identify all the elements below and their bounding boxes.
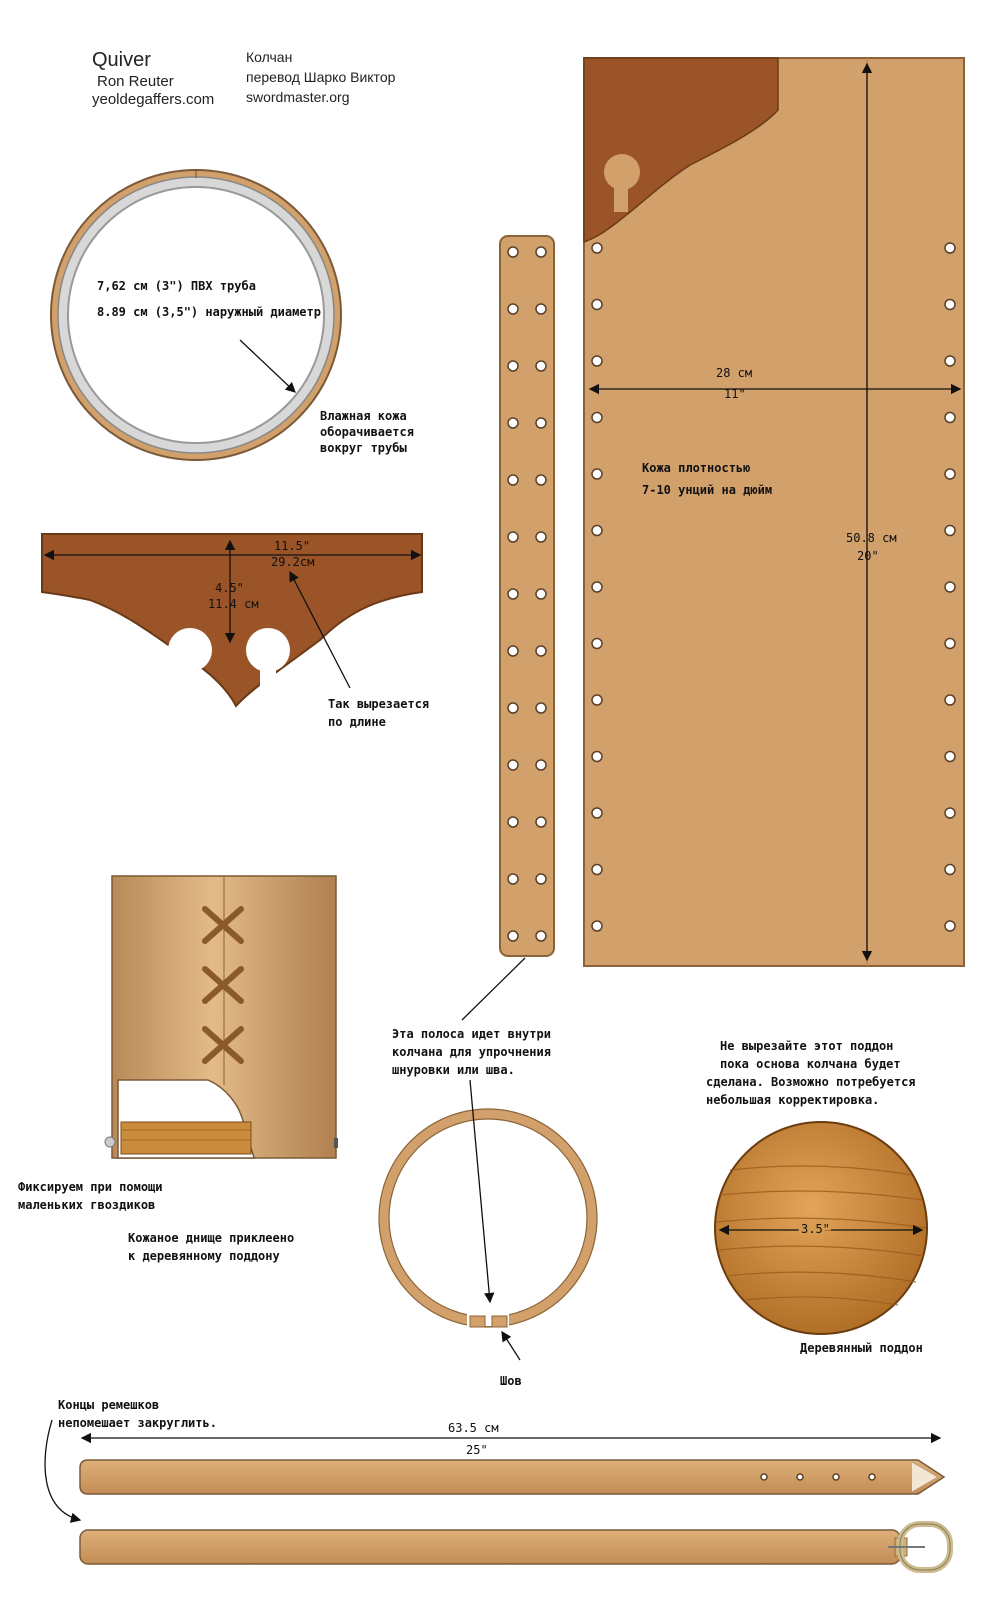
- panel-hole: [945, 526, 955, 536]
- strip-hole: [536, 646, 546, 656]
- panel-hole: [945, 752, 955, 762]
- panel-hole: [945, 921, 955, 931]
- bottom-note1-line1: Фиксируем при помощи: [18, 1180, 163, 1194]
- strip-hole: [536, 874, 546, 884]
- translator: перевод Шарко Виктор: [246, 69, 396, 85]
- panel-hole: [592, 921, 602, 931]
- author: Ron Reuter: [97, 73, 174, 90]
- site-en: yeoldegaffers.com: [92, 91, 215, 108]
- strip-hole: [508, 874, 518, 884]
- strip-arrow: [462, 958, 525, 1020]
- strap-length-cm: 63.5 см: [448, 1421, 499, 1435]
- bottom-note1-line2: маленьких гвоздиков: [18, 1198, 156, 1212]
- panel-hole: [945, 243, 955, 253]
- panel-hole: [592, 469, 602, 479]
- disc-note-4: небольшая корректировка.: [706, 1093, 880, 1107]
- strap-length-in: 25": [466, 1443, 488, 1457]
- strap-bottom: [80, 1524, 950, 1570]
- panel-hole: [945, 582, 955, 592]
- strip-hole: [536, 931, 546, 941]
- strip-hole: [508, 760, 518, 770]
- panel-note-1: Кожа плотностью: [642, 461, 751, 475]
- strap-note-2: непомешает закруглить.: [58, 1416, 217, 1430]
- panel-hole: [592, 243, 602, 253]
- strip-hole: [536, 760, 546, 770]
- panel-height-cm: 50.8 см: [846, 531, 897, 545]
- quiver-bottom-view: [105, 876, 338, 1158]
- panel-hole: [945, 356, 955, 366]
- strip-hole: [508, 703, 518, 713]
- bottom-note2-line2: к деревянному поддону: [128, 1249, 280, 1263]
- panel-hole: [592, 639, 602, 649]
- strip-hole: [536, 475, 546, 485]
- tube-note-3: вокруг трубы: [320, 441, 407, 455]
- panel-hole: [592, 695, 602, 705]
- panel-hole: [945, 639, 955, 649]
- panel-hole: [592, 752, 602, 762]
- strip-hole: [508, 304, 518, 314]
- title-ru: Колчан: [246, 49, 293, 65]
- strap-arrow: [45, 1420, 80, 1520]
- strap-hole: [833, 1474, 839, 1480]
- buckle: [888, 1524, 950, 1570]
- top-width-in: 11.5": [274, 539, 311, 553]
- panel-width-cm: 28 см: [716, 366, 753, 380]
- disc-note-3: сделана. Возможно потребуется: [706, 1075, 916, 1089]
- strip-hole: [536, 532, 546, 542]
- panel-height-in: 20": [857, 549, 879, 563]
- strip-hole: [536, 703, 546, 713]
- panel-hole: [945, 695, 955, 705]
- panel-hole: [945, 413, 955, 423]
- disc-size: 3.5": [801, 1222, 830, 1236]
- strip-hole: [536, 418, 546, 428]
- panel-note-2: 7-10 унций на дюйм: [642, 483, 773, 497]
- panel-hole: [945, 469, 955, 479]
- strip-note-3: шнуровки или шва.: [392, 1063, 515, 1077]
- strip-hole: [536, 589, 546, 599]
- panel-hole: [945, 808, 955, 818]
- tube-note-2: оборачивается: [320, 425, 414, 439]
- strip-hole: [536, 304, 546, 314]
- top-height-in: 4.5": [215, 581, 244, 595]
- strip-hole: [508, 418, 518, 428]
- strip-hole: [508, 475, 518, 485]
- strip-hole: [508, 247, 518, 257]
- main-panel: [584, 58, 964, 966]
- strap-hole: [869, 1474, 875, 1480]
- strip-hole: [536, 247, 546, 257]
- top-note-2: по длине: [328, 715, 386, 729]
- strip-hole: [536, 361, 546, 371]
- tube-note-1: Влажная кожа: [320, 409, 407, 423]
- disc-note-1: Не вырезайте этот поддон: [720, 1039, 894, 1053]
- strip-hole: [508, 589, 518, 599]
- top-note-1: Так вырезается: [328, 697, 430, 711]
- site-ru: swordmaster.org: [246, 89, 350, 105]
- panel-hole: [592, 526, 602, 536]
- panel-hole: [592, 356, 602, 366]
- seam-bottom-arrow: [502, 1332, 520, 1360]
- strip-hole: [508, 931, 518, 941]
- disc-note-2: пока основа колчана будет: [720, 1057, 901, 1071]
- disc-label: Деревянный поддон: [800, 1341, 923, 1355]
- panel-hole: [592, 808, 602, 818]
- seam-ring: [379, 1109, 597, 1327]
- panel-hole: [592, 582, 602, 592]
- top-height-cm: 11.4 см: [208, 597, 259, 611]
- strip-hole: [508, 646, 518, 656]
- panel-width-in: 11": [724, 387, 746, 401]
- strap-note-1: Концы ремешков: [58, 1398, 160, 1412]
- panel-hole: [592, 413, 602, 423]
- reinforcing-strip: [500, 236, 554, 956]
- strip-hole: [508, 817, 518, 827]
- strip-hole: [536, 817, 546, 827]
- strip-hole: [508, 532, 518, 542]
- strap-hole: [797, 1474, 803, 1480]
- tube-line1: 7,62 см (3") ПВХ труба: [97, 279, 256, 293]
- panel-hole: [592, 865, 602, 875]
- strip-note-1: Эта полоса идет внутри: [392, 1027, 551, 1041]
- strap-hole: [761, 1474, 767, 1480]
- bottom-note2-line1: Кожаное днище приклеено: [128, 1231, 295, 1245]
- title-en: Quiver: [92, 49, 151, 71]
- top-width-cm: 29.2см: [271, 555, 315, 569]
- panel-hole: [945, 865, 955, 875]
- panel-hole: [592, 300, 602, 310]
- strip-note-2: колчана для упрочнения: [392, 1045, 551, 1059]
- strip-hole: [508, 361, 518, 371]
- strap-top: [80, 1460, 944, 1494]
- panel-hole: [945, 300, 955, 310]
- seam-label: Шов: [500, 1374, 522, 1388]
- top-piece: [42, 534, 422, 706]
- tube-line2: 8.89 см (3,5") наружный диаметр: [97, 305, 321, 319]
